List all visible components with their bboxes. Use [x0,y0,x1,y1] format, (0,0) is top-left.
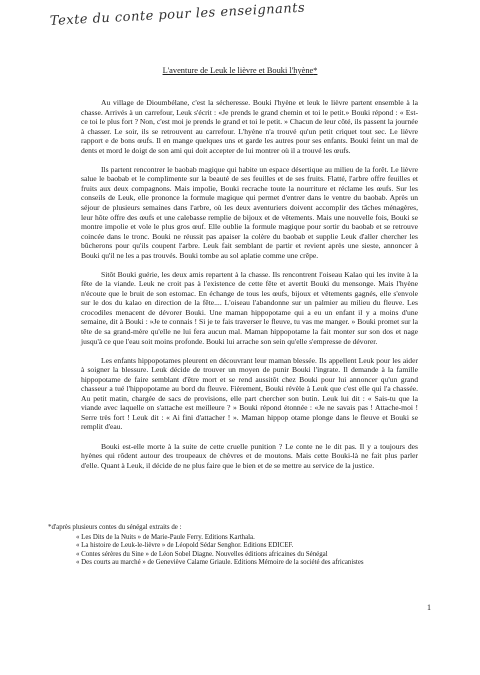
footnote-ref-3: « Contes sérères du Sine » de Léon Sobel Diagne. Nouvelles éditions africaines du Sénégal [76,550,328,558]
document-title [0,66,480,75]
title-footnote-mark: * [313,66,318,75]
paragraph-1: Au village de Dioumbélane, c'est la sécheresse. Bouki l'hyène et leuk le lièvre partent ensemble à la chasse. Arrivés à un carrefour, Leuk s'écrit : «Je prends le grand chemin et toi le petit.» Bouki répond : « Est-ce toi le plus fort ? Non, c'est moi je prends le grand et toi le petit. » Chacun de leur côté, ils passent la journée à chasser. Le soir, ils se retrouvent au carrefour. L'hyène n'a trouvé qu'un petit criquet tout sec. Le lièvre rapport e de bons œufs. Il en mange quelques uns et garde les autres pour ses enfants. Bouki feint un mal de dents et mord le doigt de son ami qui doit accepter de lui montrer où il a trouvé les œufs. [81,98,418,155]
page-number: 1 [427,603,431,612]
footnote-intro: *d'après plusieurs contes du sénégal extraits de : [48,524,182,531]
footnote [48,524,448,568]
footnote-ref-1: « Les Dits de la Nuits » de Marie-Paule Ferry. Editions Karthala. [76,533,255,541]
paragraph-5: Bouki est-elle morte à la suite de cette cruelle punition ? Le conte ne le dit pas. Il y a toujours des hyènes qui rôdent autour des troupeaux de chèvres et de moutons. Mais cette Bouki-là ne fait plus parler d'elle. Quant à Leuk, il décide de ne plus faire que le bien et de se mettre au service de la justice. [81,441,418,470]
footnote-ref-4: « Des courts au marché » de Geneviève Calame Griaule. Editions Mémoire de la société des africanistes [76,559,364,567]
paragraph-3: Sitôt Bouki guérie, les deux amis repartent à la chasse. Ils rencontrent l'oiseau Kalao qui les invite à la fête de la viande. Leuk ne croit pas à l'existence de cette fête et avertit Bouki du mensonge. Mais l'hyène n'écoute que le bruit de son estomac. En échange de tous les œufs, bijoux et vêtements gagnés, elle s'envole sur le dos du kalao en direction de la fête.... L'oiseau l'abandonne sur un palmier au milieu du fleuve. Les crocodiles menacent de dévorer Bouki. Une maman hippopotame qui a eu un enfant il y a moins d'une semaine, dit à Bouki : »Je te connais ! Si je te fais traverser le fleuve, tu vas me manger. » Bouki promet sur la tête de sa grand-mère qu'elle ne lui fera aucun mal. Maman hippopotame la fait monter sur son dos et nage jusqu'à ce que l'eau soit moins profonde. Bouki lui arrache son sein qu'elle s'empresse de dévorer. [81,269,418,346]
story-body [81,98,418,480]
handwritten-note: Texte du conte pour les enseignants [49,0,306,29]
paragraph-4: Les enfants hippopotames pleurent en découvrant leur maman blessée. Ils appellent Leuk pour les aider à soigner la blessure. Leuk décide de trouver un moyen de punir Bouki l'ingrate. Il demande à la famille hippopotame de faire semblant d'être mort et se rend aussitôt chez Bouki pour lui annoncer qu'un grand chasseur a tué l'hippopotame au bord du fleuve. Fièrement, Bouki révèle à Leuk que c'est elle qui l'a chassée. Au petit matin, chargée de sacs de provisions, elle part chercher son butin. Leuk lui dit : « Sais-tu que la viande avec laquelle on s'attache est meilleure ? » Bouki répond étonnée : «Je ne savais pas ! Attache-moi ! Serre très fort ! Leuk dit : « Ai fini d'attacher ! ». Maman hippop otame plonge dans le fleuve et Bouki se remplit d'eau. [81,355,418,432]
paragraph-2: Ils partent rencontrer le baobab magique qui habite un espace désertique au milieu de la forêt. Le lièvre salue le baobab et le complimente sur la beauté de ses feuilles et de ses fruits. Flatté, l'arbre offre feuilles et fruits aux deux compagnons. Mais impolie, Bouki recrache toute la nourriture et réclame les œufs. Sur les conseils de Leuk, elle prononce la formule magique qui permet d'entrer dans le ventre du baobab. Après un séjour de plusieurs semaines dans l'arbre, où les deux aventuriers doivent accomplir des tâches ménagères, leur hôte offre des œufs et une calebasse remplie de bijoux et de vêtements. Mais une nouvelle fois, Bouki se montre impolie et vole le plus gros œuf. Elle oublie la formule magique pour sortir du baobab et se retrouve coincée dans le tronc. Bouki ne réussit pas apaiser la colère du baobab et supplie Leuk d'aller chercher les bûcherons pour qu'ils coupent l'arbre. Leuk fait semblant de partir et revient après une sieste, annoncer à Bouki qu'il ne les a pas trouvés. Bouki tombe au sol aplatie comme une crêpe. [81,164,418,260]
footnote-ref-2: « La histoire de Leuk-le-lièvre » de Léopold Sédar Senghor. Editions EDICEF. [76,542,294,550]
title-text: L'aventure de Leuk le lièvre et Bouki l'hyène [162,66,314,75]
